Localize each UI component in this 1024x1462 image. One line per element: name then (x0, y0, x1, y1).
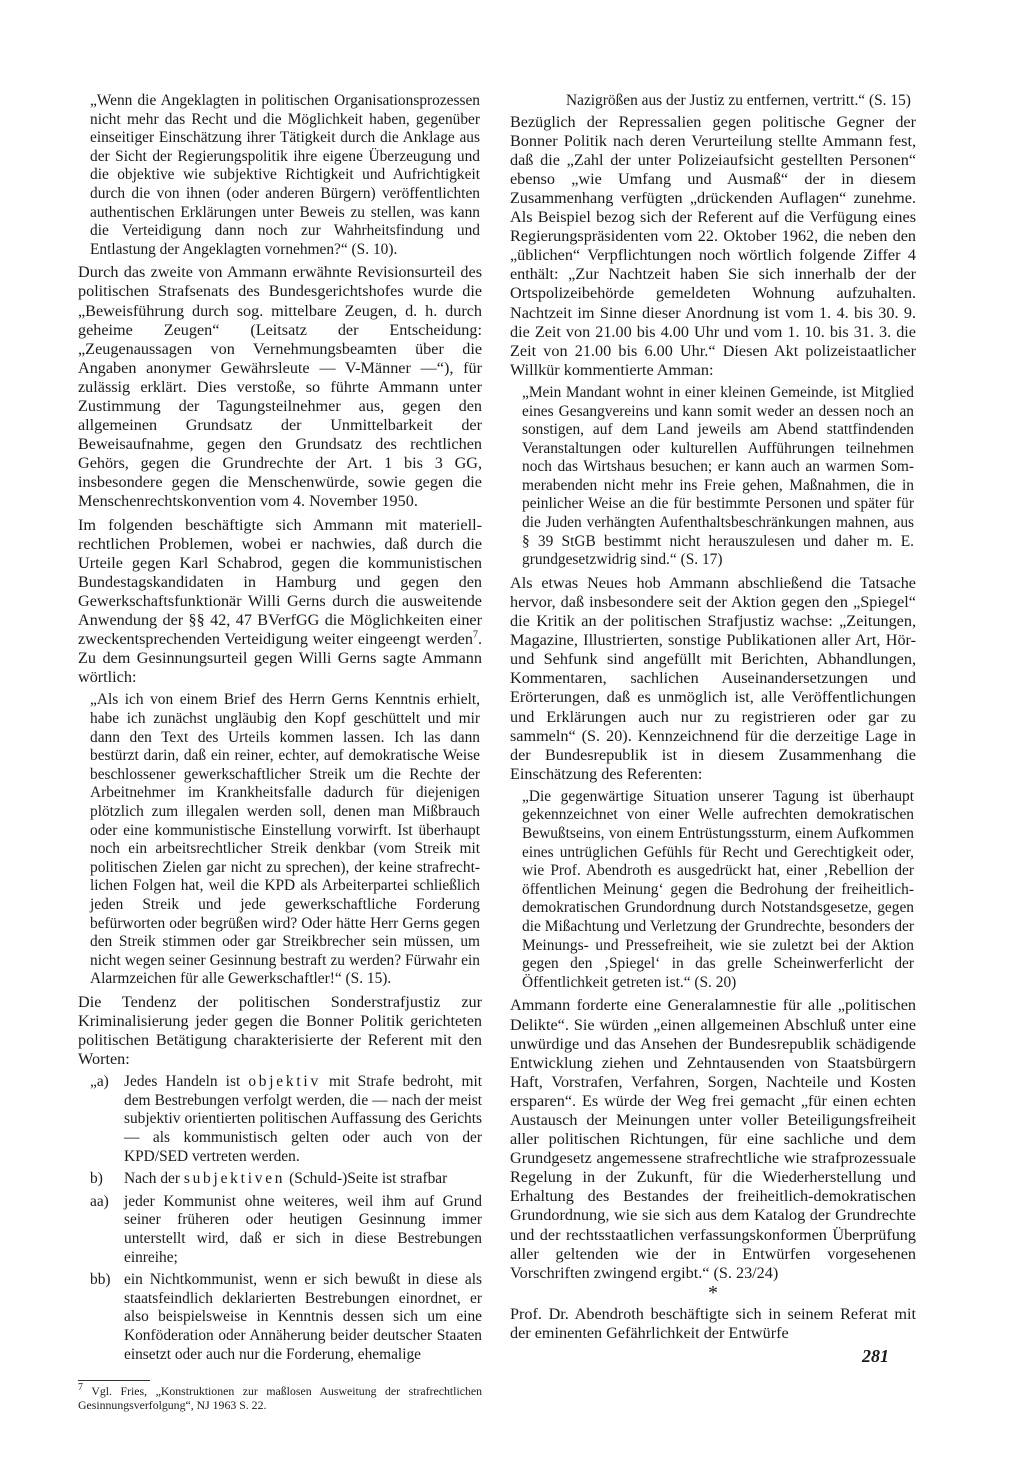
list-item: b) Nach der subjektiven (Schuld-)Seite ist strafbar (90, 1170, 448, 1188)
body-paragraph: Im folgenden beschäftigte sich Ammann mit materiellrechtlichen Problemen, wobei er nachwies, daß durch die Urteile gegen Karl Schabrod, gegen die kommunistischen Bundestagskandidaten in Hamburg und gegen den Gewerkschaftsfunktionär Willi Gerns durch die ausweitende Anwendung der §§ 42, 47 BVerfGG die Möglichkeiten einer zweckentsprechenden Verteidigung weiter eingeengt werden$^7$. Zu dem Gesinnungsurteil gegen Willi Gerns sagte Ammann wörtlich: (78, 515, 482, 687)
body-paragraph: Die Tendenz der politischen Sonderstrafjustiz zur Kriminalisierung jeder gegen die Bonner Politik gerichteten politischen Betätigung charakterisierte der Referent mit den Worten: (78, 992, 482, 1069)
footnote: $^7$ Vgl. Fries, „Konstruktionen zur maßlosen Ausweitung der strafrechtlichen Gesinnungsverfolgung“, NJ 1963 S. 22. (78, 1382, 482, 1413)
left-column (78, 92, 482, 1412)
section-separator: * (708, 1281, 718, 1304)
body-paragraph: Als etwas Neues hob Ammann abschließend die Tatsache hervor, daß insbesondere seit der Aktion gegen den „Spiegel“ die Kritik an der politischen Strafjustiz wachse: „Zeitungen, Magazine, Illustrierten, sonstige Publikationen aller Art, Hör- und Sehfunk sind angefüllt mit Berichten, Abhandlungen, Kommentaren, sachlichen Auseinandersetzungen und Erörterungen, daß es unmöglich ist, alle Veröffentlichungen und Erklärungen auch nur zu registrieren oder gar zu sammeln“ (S. 20). Kennzeichnend für die derzeitige Lage in der Bundesrepublik ist in diesem Zusammenhang die Einschätzung des Referenten: (510, 573, 916, 783)
list-item: aa) jeder Kommunist ohne weiteres, weil ihm auf Grund seiner früheren oder heutigen Gesinnung immer unterstellt wird, daß er sich in diese Bestrebungen einreihe; (90, 1192, 482, 1266)
quote-paragraph: „Die gegenwärtige Situation unserer Tagung ist überhaupt gekennzeichnet von einer Welle aufrechten demokratischen Bewußtseins, von einem Entrüstungssturm, einem Aufkommen eines untrüglichen Gefühls für Recht und Gerechtigkeit oder, wie Prof. Abendroth es ausgedrückt hat, einer ‚Rebellion der öffentlichen Meinung‘ gegen die Bedrohung der freiheitlich-demokratischen Grundordnung durch Notstandsgesetze, gegen die Mißachtung und Verletzung der Grundrechte, besonders der Meinungs- und Pressefreiheit, wie sie zuletzt bei der Aktion gegen den ‚Spiegel‘ in das grelle Scheinwerferlicht der Öffentlichkeit getreten ist.“ (S. 20) (522, 787, 914, 991)
quote-paragraph: „Mein Mandant wohnt in einer kleinen Gemeinde, ist Mitglied eines Gesangvereins und kann somit weder an dessen noch an sonstigen, auf dem Land jeweils am Abend stattfindenden Veranstaltungen oder kulturellen Aufführungen teilnehmen noch das Wirtshaus besuchen; er kann auch an warmen Sommerabenden nicht mehr ins Freie gehen, Maßnahmen, die in peinlicher Weise an die für bestimmte Personen und später für die Juden verhängten Aufenthaltsbeschränkungen mahnen, aus § 39 StGB bestimmt nicht herauszulesen und daher m. E. grundgesetzwidrig sind.“ (S. 17) (522, 383, 914, 569)
footnote-rule (78, 1380, 150, 1381)
quote-paragraph: „Als ich von einem Brief des Herrn Gerns Kenntnis erhielt, habe ich zunächst ungläubig den Kopf geschüttelt und mir dann den Text des Urteils kommen lassen. Ich las dann bestürzt darin, daß ein reiner, echter, auf demokratische Weise beschlossener gewerkschaftlicher Streik um die Rechte der Arbeitnehmer im Krankheitsfalle dadurch für diejenigen plötzlich zum illegalen werden soll, denen man Mißbrauch oder eine kommunistische Einstellung vorwirft. Ist überhaupt noch ein arbeitsrechtlicher Streik denkbar (vom Streik mit politischen Zielen gar nicht zu sprechen), der keine strafrechtlichen Folgen hat, weil die KPD als Arbeiterpartei schließlich jeden Streik und jede gewerkschaftliche Forderung befürworten oder begrüßen wird? Oder hätte Herr Gerns gegen den Streik stimmen oder gar Streikbrecher sein müssen, um nicht wegen seiner Gesinnung bestraft zu werden? Fürwahr ein Alarmzeichen für alle Gewerkschaftler!“ (S. 15). (90, 691, 480, 988)
page-number: 281 (862, 1346, 889, 1366)
body-paragraph: Durch das zweite von Ammann erwähnte Revisionsurteil des politischen Strafsenats des Bundesgerichtshofes wurde die „Beweisführung durch sog. mittelbare Zeugen, d. h. durch geheime Zeugen“ (Leitsatz der Entscheidung: „Zeugenaussagen von Vernehmungsbeamten über die Angaben anonymer Gewährsleute — V-Männer —“), für zulässig erklärt. Dies verstoße, so führte Ammann unter Zustimmung der Tagungsteilnehmer aus, gegen den allgemeinen Grundsatz der Unmittelbarkeit der Beweisaufnahme, gegen den Grundsatz des rechtlichen Gehörs, gegen die Grundrechte der Art. 1 bis 3 GG, insbesondere gegen die Menschenwürde, sowie gegen die Menschenrechtskonvention vom 4. November 1950. (78, 263, 482, 511)
list-item: „a) Jedes Handeln ist objektiv mit Strafe bedroht, mit dem Bestrebungen verfolgt werden, die — nach der meist subjektiv orientierten politischen Auffassung des Gerichts — als kommunistisch gelten oder auch von der KPD/SED vertreten werden. (90, 1073, 483, 1165)
body-paragraph: Bezüglich der Repressalien gegen politische Gegner der Bonner Politik nach deren Verurteilung stellte Ammann fest, daß die „Zahl der unter Polizeiaufsicht gestellten Personen“ ebenso „wie Umfang und Ausmaß“ der in diesem Zusammenhang verfügten „drückenden Auflagen“ zunehme. Als Beispiel bezog sich der Referent auf die Verfügung eines Regierungspräsidenten vom 22. Oktober 1962, die neben den „üblichen“ Verpflichtungen noch wörtlich folgende Ziffer 4 enthält: „Zur Nachtzeit haben Sie sich innerhalb der der Ortspolizeibehörde gemeldeten Wohnung aufzuhalten. Nachtzeit im Sinne dieser Anordnung ist vom 1. 4. bis 30. 9. die Zeit von 21.00 bis 4.00 Uhr und vom 1. 10. bis 31. 3. die Zeit von 21.00 bis 6.00 Uhr.“ Diesen Akt polizeistaatlicher Willkür kommentierte Amman: (510, 112, 916, 379)
body-paragraph: Prof. Dr. Abendroth beschäftigte sich in seinem Referat mit der eminenten Gefährlichkeit der Entwürfe (510, 1304, 916, 1342)
list-item-continuation: Nazigrößen aus der Justiz zu entfernen, vertritt.“ (S. 15) (566, 92, 911, 109)
quote-paragraph: „Wenn die Angeklagten in politischen Organisationsprozessen nicht mehr das Recht und die Möglichkeit haben, gegenüber einseitiger Einschätzung ihrer Tätigkeit durch die Anklage aus der Sicht der Regierungspolitik ihre eigene Überzeugung und die objektive wie subjektive Richtigkeit und Aufrichtigkeit durch die von ihnen (oder anderen Bürgern) veröffentlichten authentischen Erklärungen unter Beweis zu stellen, was kann die Verteidigung dann noch zur Wahrheitsfindung und Entlastung der Angeklagten vornehmen?“ (S. 10). (90, 92, 480, 258)
right-column (510, 92, 916, 1343)
list-item: bb) ein Nichtkommunist, wenn er sich bewußt in diese als staatsfeindlich deklarierten Bestrebungen einordnet, er also beispielsweise in Kenntnis dessen sich um eine Konföderation oder Annäherung beider deutscher Staaten einsetzt oder auch nur die Forderung, ehemalige (90, 1271, 482, 1363)
body-paragraph: Ammann forderte eine Generalamnestie für alle „politischen Delikte“. Sie würden „einen allgemeinen Abschluß unter eine unwürdige und das Ansehen der Bundesrepublik schädigende Entwicklung ziehen und Zehntausenden von Staatsbürgern Haft, Vorstrafen, Verfahren, Sorgen, Nachteile und Kosten ersparen“. Es würde der Weg frei gemacht „für einen echten Austausch der Meinungen unter voller Beteiligungsfreiheit aller politischen Richtungen, für eine sachliche und dem Grundgesetz angemessene strafrechtliche wie strafprozessuale Regelung in der Zukunft, für die Wiederherstellung und Erhaltung des Bestandes der freiheitlich-demokratischen Grundordnung, wie sie sich aus dem Katalog der Grundrechte und der rechtsstaatlichen verfassungskonformen Überprüfung aller geltenden wie der in Entwürfen vorgesehenen Vorschriften zwingend ergibt.“ (S. 23/24) (510, 996, 916, 1282)
